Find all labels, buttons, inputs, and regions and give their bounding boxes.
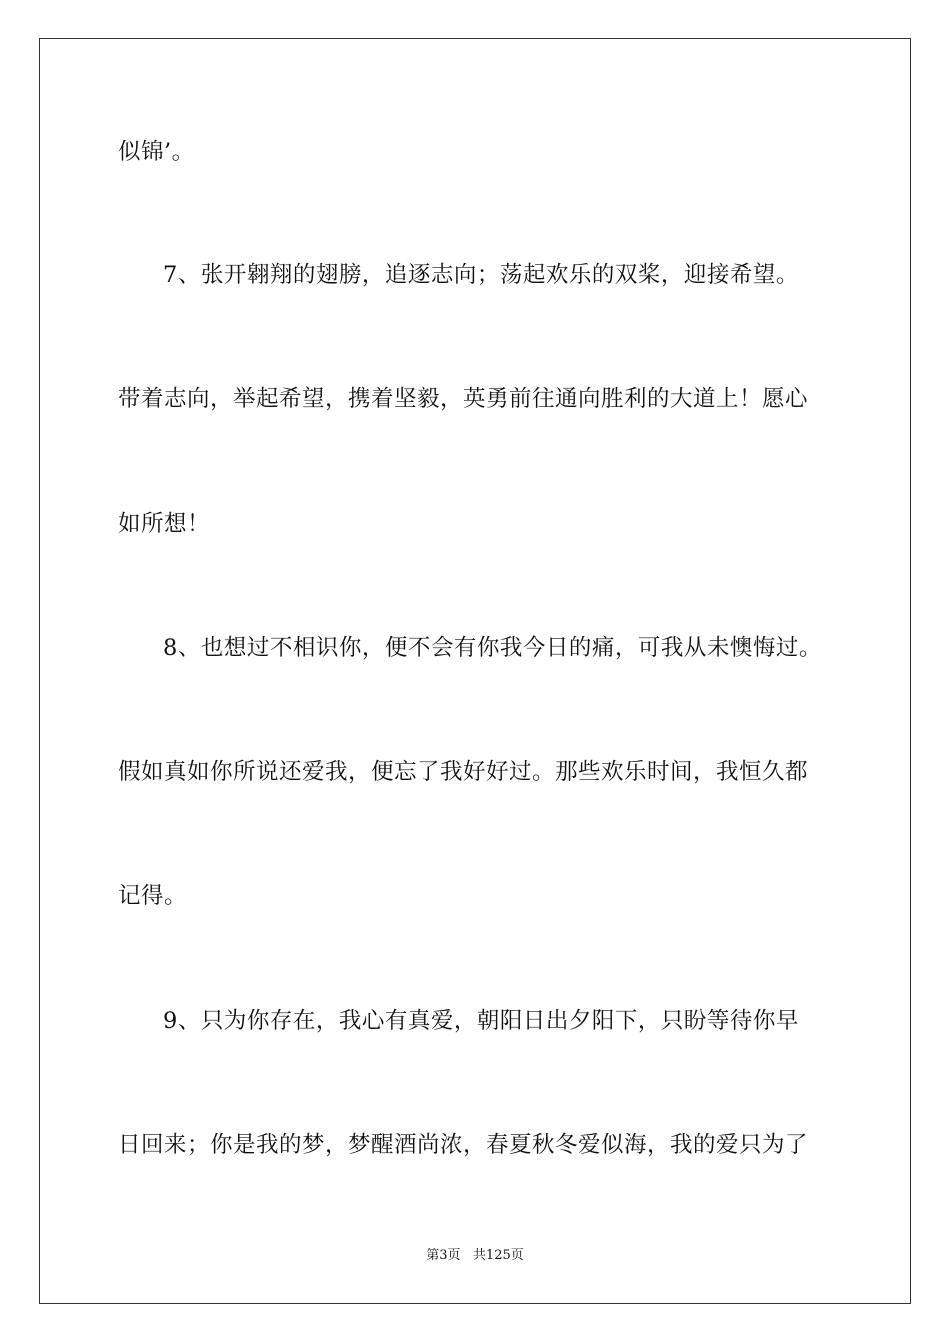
text-line-1: 似锦’。 <box>118 139 195 165</box>
text-line-8: 9、只为你存在，我心有真爱，朝阳日出夕阳下，只盼等待你早 <box>163 1008 799 1034</box>
text-line-2: 7、张开翱翔的翅膀，追逐志向；荡起欢乐的双桨，迎接希望。 <box>163 262 799 288</box>
page-frame <box>39 38 911 1304</box>
text-line-3: 带着志向，举起希望，携着坚毅，英勇前往通向胜利的大道上！愿心 <box>118 386 809 412</box>
text-line-7: 记得。 <box>118 883 188 909</box>
text-line-9: 日回来；你是我的梦，梦醒酒尚浓，春夏秋冬爱似海，我的爱只为了 <box>118 1132 809 1158</box>
text-line-6: 假如真如你所说还爱我，便忘了我好好过。那些欢乐时间，我恒久都 <box>118 759 809 785</box>
text-line-5: 8、也想过不相识你，便不会有你我今日的痛，可我从未懊悔过。 <box>163 635 822 661</box>
text-line-4: 如所想！ <box>118 511 211 537</box>
page-number: 第3页 共125页 <box>426 1248 524 1263</box>
